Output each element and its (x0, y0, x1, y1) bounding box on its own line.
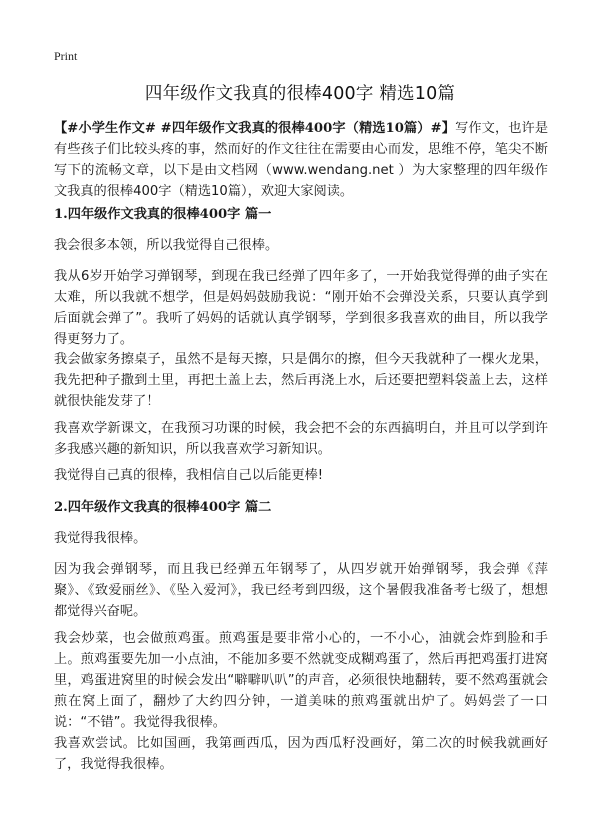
section-heading-2: 2.四年级作文我真的很棒400字 篇二 (54, 500, 272, 515)
paragraph: 因为我会弹钢琴，而且我已经弹五年钢琴了，从四岁就开始弹钢琴，我会弹《萍聚》、《致爱丽丝》、《坠入爱河》，我已经考到四级，这个暑假我准备考七级了，想想都觉得兴奋呢。 (54, 562, 548, 619)
intro-tag: 【#小学生作文# #四年级作文我真的很棒400字（精选10篇）#】 (54, 121, 456, 136)
print-label: Print (54, 49, 78, 63)
paragraph: 我觉得自己真的很棒，我相信自己以后能更棒! (54, 468, 324, 483)
paragraph: 我喜欢尝试。比如国画，我第画西瓜，因为西瓜籽没画好，第二次的时候我就画好了，我觉得我很棒。 (54, 736, 548, 772)
paragraph: 我会做家务擦桌子，虽然不是每天擦，只是偶尔的擦，但今天我就种了一棵火龙果，我先把种子撒到土里，再把土盖上去，然后再浇上水，后还要把塑料袋盖上去，这样就很快能发芽了！ (54, 352, 548, 409)
paragraph: 我喜欢学新课文，在我预习功课的时候，我会把不会的东西搞明白，并且可以学到许多我感兴趣的新知识，所以我喜欢学习新知识。 (54, 421, 548, 457)
paragraph: 我从6岁开始学习弹钢琴，到现在我已经弹了四年多了，一开始我觉得弹的曲子实在太难，所以我就不想学，但是妈妈鼓励我说：“刚开始不会弹没关系，只要认真学到后面就会弹了”。我听了妈妈的话就认真学钢琴，学到很多我喜欢的曲目，所以我学得更努力了。 (54, 269, 548, 347)
document-title: 四年级作文我真的很棒400字 精选10篇 (144, 84, 456, 104)
section-heading-1: 1.四年级作文我真的很棒400字 篇一 (54, 207, 272, 222)
paragraph: 我觉得我很棒。 (54, 531, 147, 546)
intro-paragraph (54, 118, 548, 202)
paragraph: 我会很多本领，所以我觉得自己很棒。 (54, 238, 279, 253)
intro-text: 写作文，也许是有些孩子们比较头疼的事，然而好的作文往往在需要由心而发，思维不停，笔尖不断写下的流畅文章，以下是由文档网（www.wendang.net ）为大家整理的四年级作文我真的很棒400字（精选10篇），欢迎大家阅读。 (54, 121, 549, 199)
paragraph: 我会炒菜，也会做煎鸡蛋。煎鸡蛋是要非常小心的，一不小心，油就会炸到脸和手上。煎鸡蛋要先加一小点油，不能加多要不然就变成糊鸡蛋了，然后再把鸡蛋打进窝里，鸡蛋进窝里的时候会发出“噼噼叭叭”的声音，必须很快地翻转，要不然鸡蛋就会煎在窝上面了，翻炒了大约四分钟，一道美味的煎鸡蛋就出炉了。妈妈尝了一口说：“不错”。我觉得我很棒。 (54, 631, 548, 730)
